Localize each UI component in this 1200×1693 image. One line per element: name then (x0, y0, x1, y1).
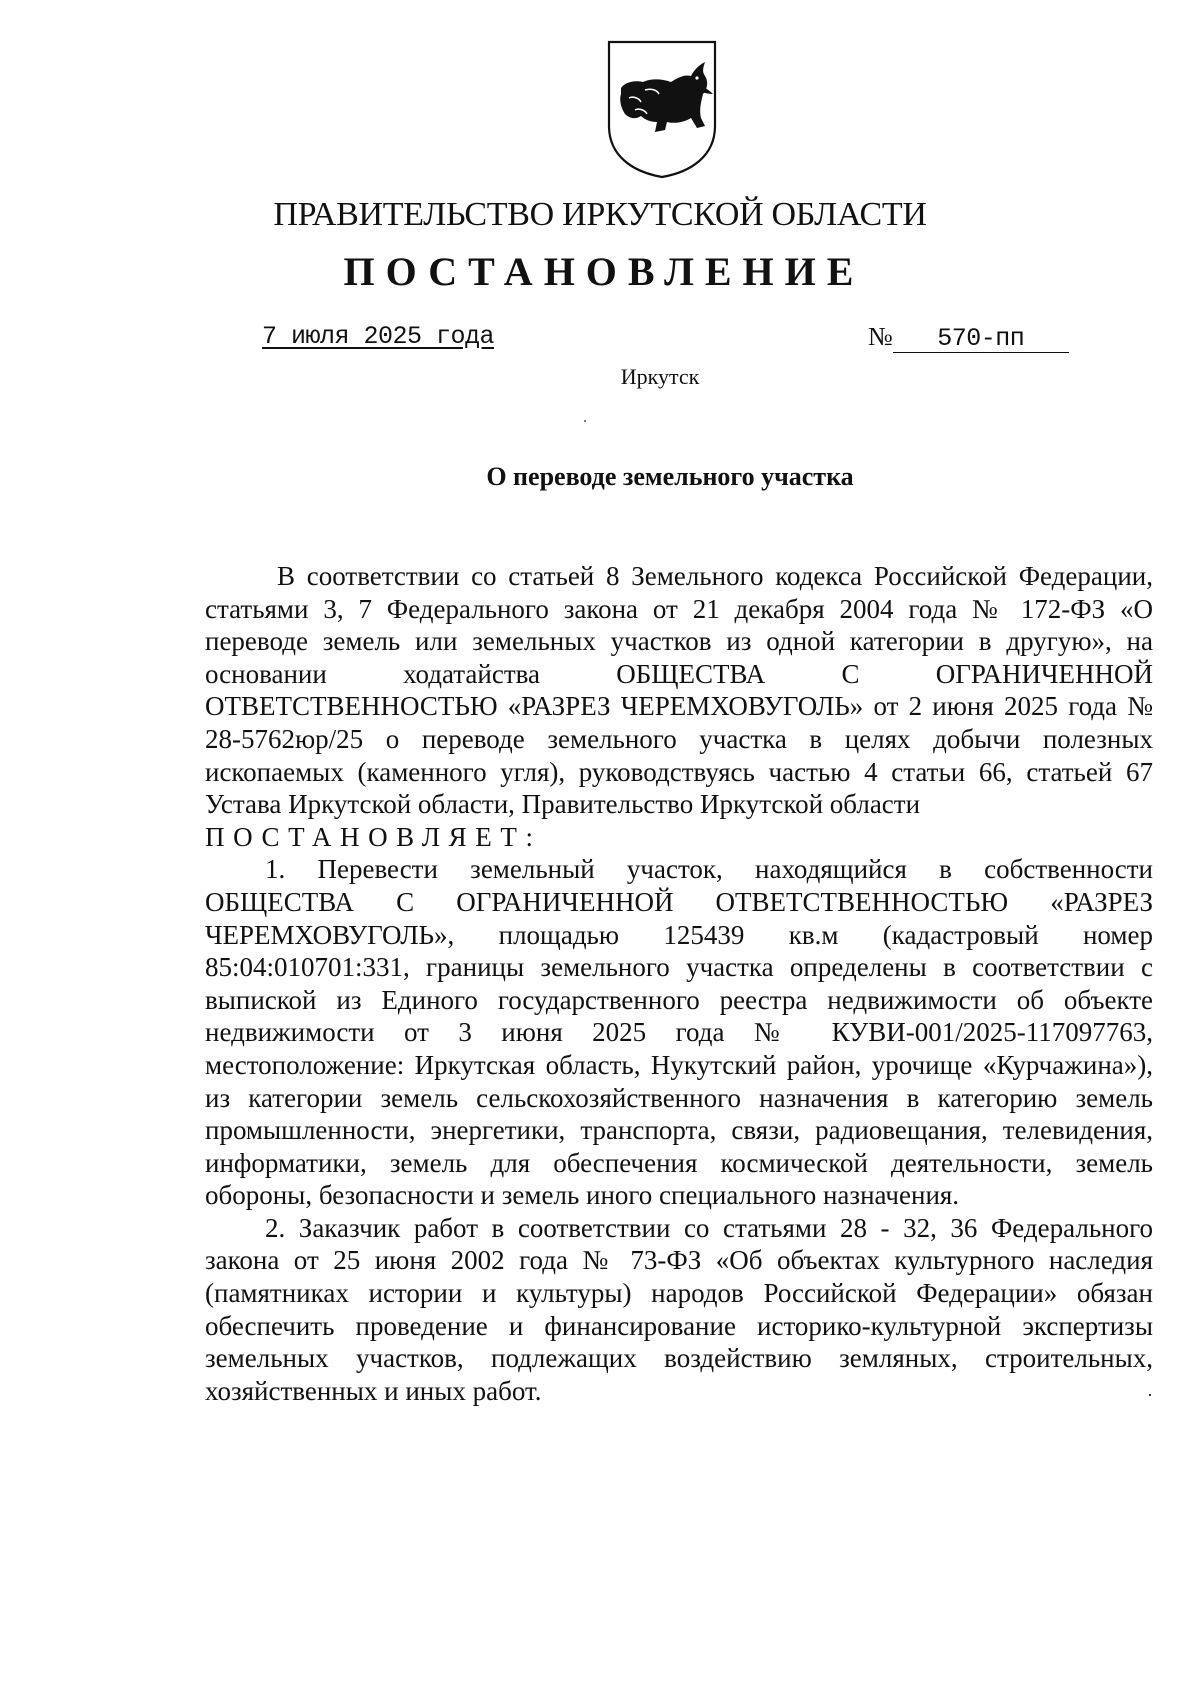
number-value: 570-пп (893, 326, 1069, 353)
document-date: 7 июля 2025 года (262, 322, 495, 351)
item-2-paragraph: 2. Заказчик работ в соответствии со статьями 28 - 32, 36 Федерального закона от 25 июня 2002 года № 73-ФЗ «Об объектах культурного наследия (памятниках истории и культуры) народов Российской Федерации» обязан обеспечить проведение и финансирование историко-культурной экспертизы земельных участков, подлежащих воздействию земляных, строительных, хозяйственных и иных работ. (205, 1212, 1153, 1406)
scan-speck (584, 420, 586, 422)
document-number (868, 322, 1069, 353)
scan-speck (1149, 1394, 1151, 1396)
organization-name: ПРАВИТЕЛЬСТВО ИРКУТСКОЙ ОБЛАСТИ (273, 196, 927, 233)
decree-word: ПОСТАНОВЛЯЕТ: (205, 821, 542, 852)
number-sign: № (868, 322, 893, 351)
item-1-paragraph: 1. Перевести земельный участок, находящийся в собственности ОБЩЕСТВА С ОГРАНИЧЕННОЙ ОТВЕТСТВЕННОСТЬЮ «РАЗРЕЗ ЧЕРЕМХОВУГОЛЬ», площадью 125439 кв.м (кадастровый номер 85:04:010701:331, границы земельного участка определены в соответствии с выпиской из Единого государственного реестра недвижимости об объекте недвижимости от 3 июня 2025 года № КУВИ-001/2025-117097763, местоположение: Иркутская область, Нукутский район, урочище «Курчажина»), из категории земель сельскохозяйственного назначения в категорию земель промышленности, энергетики, транспорта, связи, радиовещания, телевидения, информатики, земель для обеспечения космической деятельности, земель обороны, безопасности и земель иного специального назначения. (205, 854, 1153, 1211)
city: Иркутск (620, 364, 700, 389)
document-body (205, 560, 1153, 1407)
coat-of-arms-icon (605, 38, 719, 180)
document-title: О переводе земельного участка (486, 462, 854, 491)
preamble-paragraph: В соответствии со статьей 8 Земельного кодекса Российской Федерации, статьями 3, 7 Федерального закона от 21 декабря 2004 года № 172-ФЗ «О переводе земель или земельных участков из одной категории в другую», на основании ходатайства ОБЩЕСТВА С ОГРАНИЧЕННОЙ ОТВЕТСТВЕННОСТЬЮ «РАЗРЕЗ ЧЕРЕМХОВУГОЛЬ» от 2 июня 2025 года № 28-5762юр/25 о переводе земельного участка в целях добычи полезных ископаемых (каменного угля), руководствуясь частью 4 статьи 66, статьей 67 Устава Иркутской области, Правительство Иркутской области (205, 561, 1153, 820)
document-type: ПОСТАНОВЛЕНИЕ (343, 249, 865, 294)
